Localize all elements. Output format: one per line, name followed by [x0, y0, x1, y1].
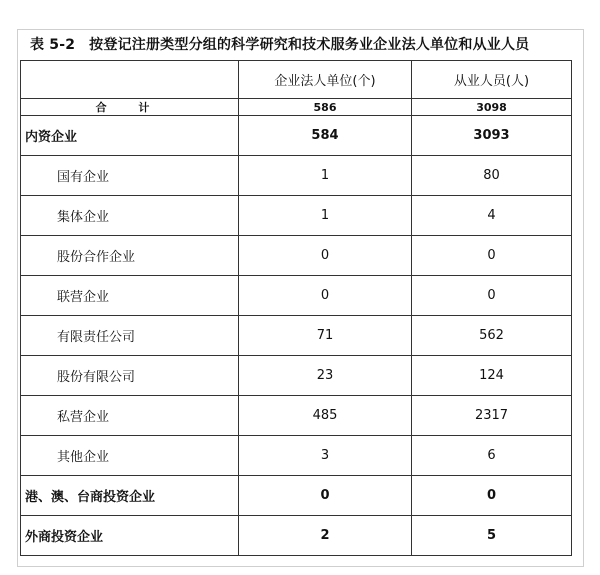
- table-row: [21, 116, 572, 156]
- row-employees: 5: [412, 516, 572, 556]
- table-row: [21, 276, 572, 316]
- row-units: 0: [239, 476, 412, 516]
- table-row: [21, 316, 572, 356]
- table-number: 表 5-2: [30, 37, 76, 53]
- header-cell-blank: [21, 61, 239, 99]
- row-employees: 124: [412, 356, 572, 396]
- table-row: [21, 196, 572, 236]
- row-employees: 6: [412, 436, 572, 476]
- row-label: 其他企业: [21, 436, 239, 476]
- row-units: 2: [239, 516, 412, 556]
- row-employees: 80: [412, 156, 572, 196]
- data-table: [20, 60, 572, 556]
- table-row: [21, 436, 572, 476]
- table-title: [30, 34, 529, 54]
- total-row: [21, 99, 572, 116]
- row-label: 外商投资企业: [21, 516, 239, 556]
- header-row: [21, 61, 572, 99]
- header-cell-employees: 从业人员(人): [412, 61, 572, 99]
- total-units: 586: [239, 99, 412, 116]
- row-employees: 0: [412, 276, 572, 316]
- table-row: [21, 396, 572, 436]
- table-title-text: 按登记注册类型分组的科学研究和技术服务业企业法人单位和从业人员: [89, 37, 530, 53]
- row-units: 584: [239, 116, 412, 156]
- table-row: [21, 516, 572, 556]
- total-label: 合 计: [21, 99, 239, 116]
- row-units: 71: [239, 316, 412, 356]
- row-units: 1: [239, 156, 412, 196]
- row-label: 联营企业: [21, 276, 239, 316]
- row-employees: 0: [412, 476, 572, 516]
- row-employees: 2317: [412, 396, 572, 436]
- header-cell-units: 企业法人单位(个): [239, 61, 412, 99]
- row-label: 有限责任公司: [21, 316, 239, 356]
- row-units: 485: [239, 396, 412, 436]
- row-employees: 562: [412, 316, 572, 356]
- row-label: 国有企业: [21, 156, 239, 196]
- row-employees: 0: [412, 236, 572, 276]
- row-units: 0: [239, 236, 412, 276]
- row-units: 0: [239, 276, 412, 316]
- row-units: 3: [239, 436, 412, 476]
- table-row: [21, 356, 572, 396]
- row-label: 集体企业: [21, 196, 239, 236]
- row-label: 股份合作企业: [21, 236, 239, 276]
- row-units: 23: [239, 356, 412, 396]
- row-label: 港、澳、台商投资企业: [21, 476, 239, 516]
- row-label: 私营企业: [21, 396, 239, 436]
- total-employees: 3098: [412, 99, 572, 116]
- row-employees: 4: [412, 196, 572, 236]
- table-row: [21, 156, 572, 196]
- table-row: [21, 476, 572, 516]
- row-units: 1: [239, 196, 412, 236]
- table-row: [21, 236, 572, 276]
- row-employees: 3093: [412, 116, 572, 156]
- row-label: 股份有限公司: [21, 356, 239, 396]
- row-label: 内资企业: [21, 116, 239, 156]
